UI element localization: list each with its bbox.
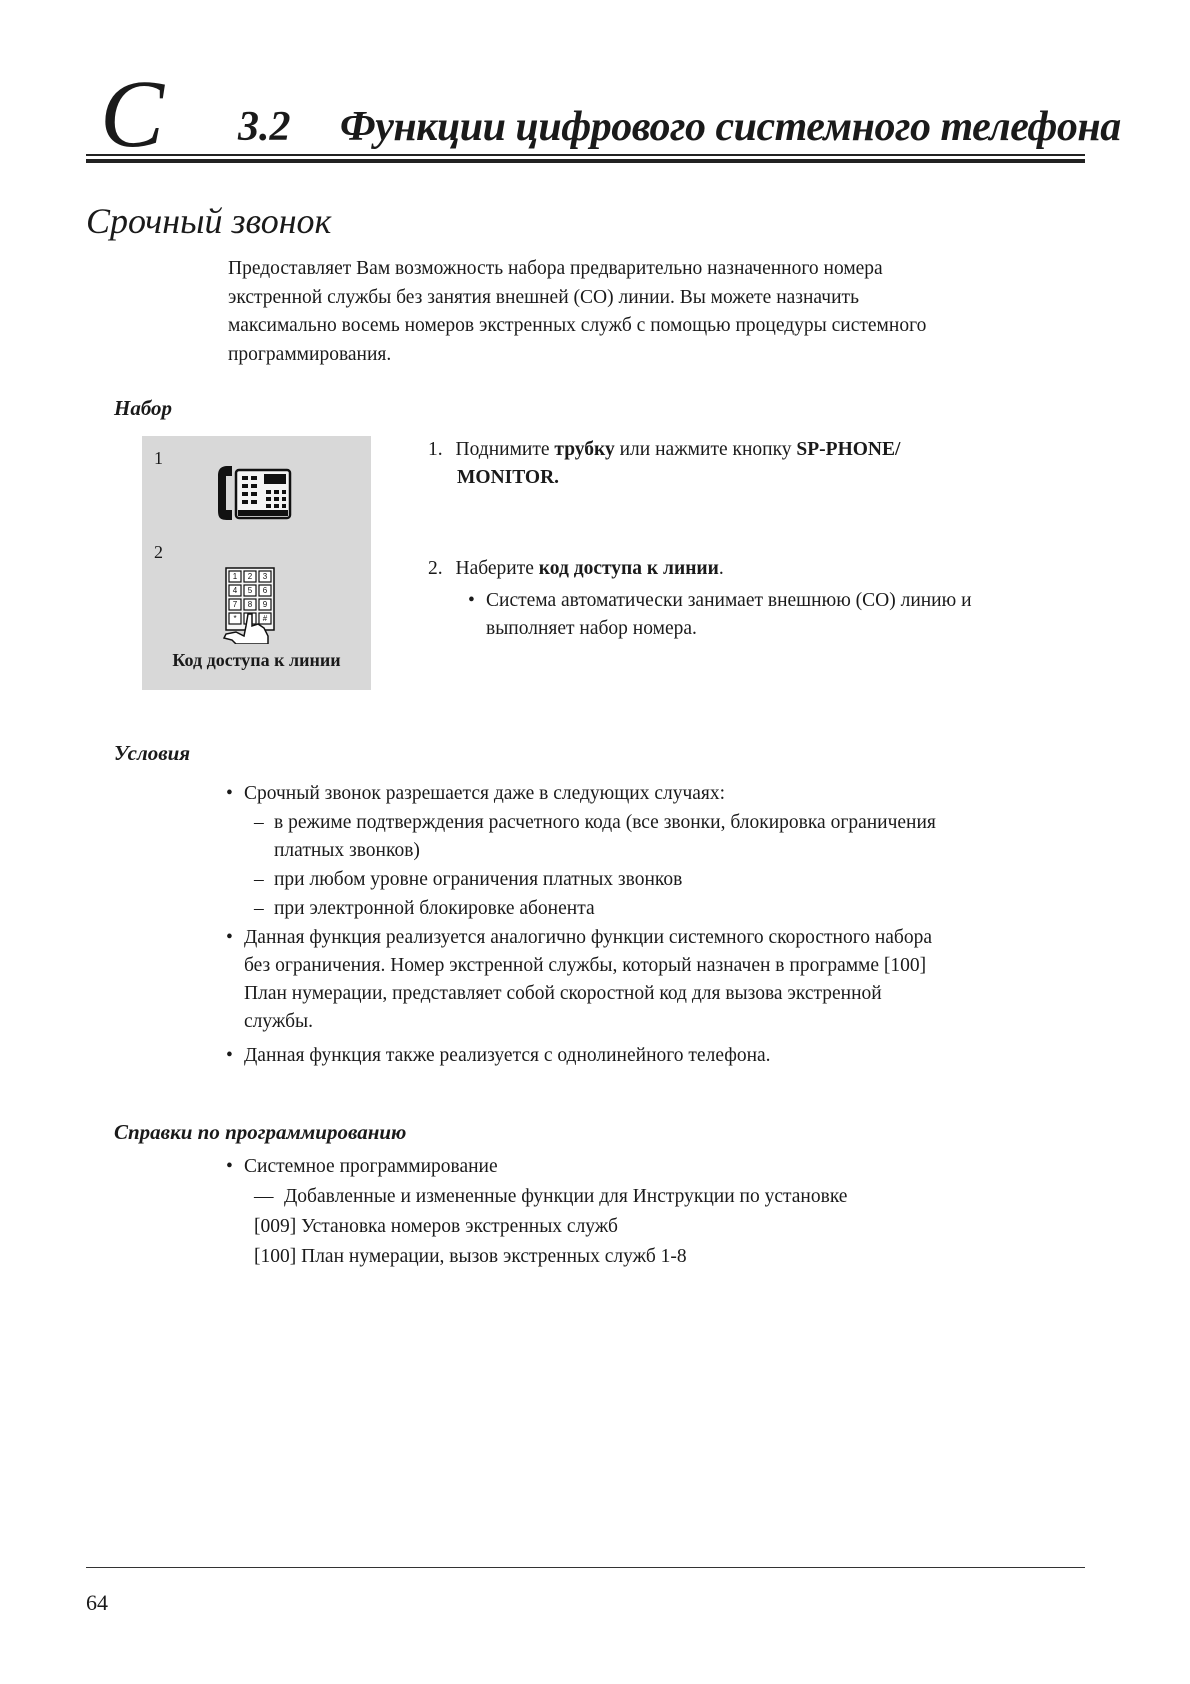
- step-2-bullet-cont: [486, 615, 697, 643]
- keypad-key: 9: [262, 600, 268, 609]
- illustration-step-1: 1: [154, 448, 163, 468]
- step-number: 2.: [428, 558, 443, 579]
- keypad-key: 6: [262, 586, 268, 595]
- intro-line: экстренной службы без занятия внешней (CO) линии. Вы можете назначить: [228, 286, 859, 308]
- illustration-caption: Код доступа к линии: [172, 650, 341, 670]
- keypad-key: 8: [247, 600, 253, 609]
- condition-text: платных звонков): [274, 840, 420, 861]
- section-number: 3.2: [238, 104, 291, 150]
- condition-text: при электронной блокировке абонента: [274, 898, 595, 919]
- feature-intro: [228, 255, 1048, 369]
- step-1: [428, 436, 900, 464]
- condition-bullet: • Данная функция также реализуется с однолинейного телефона.: [226, 1045, 771, 1066]
- programming-text: Системное программирование: [244, 1156, 498, 1177]
- programming-bullet: • Системное программирование: [226, 1156, 498, 1177]
- programming-heading: Справки по программированию: [114, 1120, 407, 1144]
- keypad-press-icon: [222, 566, 282, 644]
- step-2: [428, 555, 724, 583]
- step-bullet-text: выполняет набор номера.: [486, 618, 697, 639]
- step-text: Наберите: [455, 558, 539, 579]
- condition-sub: – в режиме подтверждения расчетного кода (все звонки, блокировка ограничения: [254, 812, 936, 833]
- condition-sub-cont: [274, 837, 420, 866]
- step-bold: код доступа к линии: [538, 558, 719, 579]
- feature-title: Срочный звонок: [86, 201, 332, 241]
- page-number: 64: [86, 1590, 108, 1615]
- header-rule-thick: [86, 159, 1085, 163]
- condition-text: Данная функция также реализуется с однолинейного телефона.: [244, 1045, 771, 1066]
- intro-line: максимально восемь номеров экстренных служб с помощью процедуры системного: [228, 315, 927, 336]
- condition-sub: – при электронной блокировке абонента: [254, 898, 595, 919]
- condition-text: Срочный звонок разрешается даже в следующих случаях:: [244, 783, 726, 804]
- condition-sub: – при любом уровне ограничения платных звонков: [254, 869, 683, 890]
- programming-dash-line: — Добавленные и измененные функции для Инструкции по установке: [254, 1186, 848, 1207]
- step-number: 1.: [428, 439, 443, 460]
- step-text: .: [718, 558, 724, 579]
- step-bold: SP-PHONE/: [796, 439, 901, 460]
- keypad-key: 2: [247, 572, 253, 581]
- keypad-key: #: [262, 614, 268, 623]
- keypad-key: *: [233, 614, 237, 623]
- keypad-key: 5: [247, 586, 253, 595]
- step-1-line2: [457, 464, 559, 492]
- keypad-key: 4: [232, 586, 238, 595]
- condition-bullet: • Срочный звонок разрешается даже в следующих случаях:: [226, 783, 726, 804]
- condition-text: в режиме подтверждения расчетного кода (все звонки, блокировка ограничения: [274, 812, 936, 833]
- condition-text: Данная функция реализуется аналогично функции системного скоростного набора: [244, 927, 933, 948]
- footer-rule: [86, 1567, 1085, 1568]
- condition-bullet-cont: [244, 980, 882, 1009]
- keypad-key: 1: [232, 572, 238, 581]
- condition-text: службы.: [244, 1011, 313, 1032]
- programming-text: Добавленные и измененные функции для Инструкции по установке: [284, 1186, 848, 1207]
- condition-text: План нумерации, представляет собой скоростной код для вызова экстренной: [244, 983, 882, 1004]
- chapter-letter: C: [100, 60, 165, 167]
- section-title: Функции цифрового системного телефона: [340, 104, 1121, 150]
- keypad-key: 7: [232, 600, 238, 609]
- illustration-step-2: 2: [154, 542, 163, 562]
- step-2-bullet: • Система автоматически занимает внешнюю (CO) линию и: [468, 590, 972, 611]
- step-text: Поднимите: [455, 439, 555, 460]
- condition-text: без ограничения. Номер экстренной службы, который назначен в программе [100]: [244, 955, 927, 976]
- keypad-key: 3: [262, 572, 268, 581]
- conditions-heading: Условия: [114, 741, 191, 765]
- dialing-heading: Набор: [114, 396, 173, 420]
- condition-text: при любом уровне ограничения платных звонков: [274, 869, 683, 890]
- step-bullet-text: Система автоматически занимает внешнюю (CO) линию и: [486, 590, 972, 611]
- programming-ref: [009] Установка номеров экстренных служб: [254, 1216, 618, 1237]
- step-bold: MONITOR.: [457, 467, 560, 488]
- intro-line: программирования.: [228, 343, 392, 365]
- intro-line: Предоставляет Вам возможность набора предварительно назначенного номера: [228, 258, 883, 279]
- condition-bullet-cont: [244, 1008, 313, 1037]
- header-rule-thin: [86, 154, 1085, 156]
- desk-phone-icon: [214, 460, 294, 526]
- condition-bullet-cont: [244, 952, 926, 981]
- condition-bullet: • Данная функция реализуется аналогично функции системного скоростного набора: [226, 927, 933, 948]
- dialing-illustration: [142, 436, 371, 690]
- programming-ref: [100] План нумерации, вызов экстренных служб 1-8: [254, 1246, 687, 1267]
- step-bold: трубку: [554, 439, 615, 460]
- step-text: или нажмите кнопку: [614, 439, 797, 460]
